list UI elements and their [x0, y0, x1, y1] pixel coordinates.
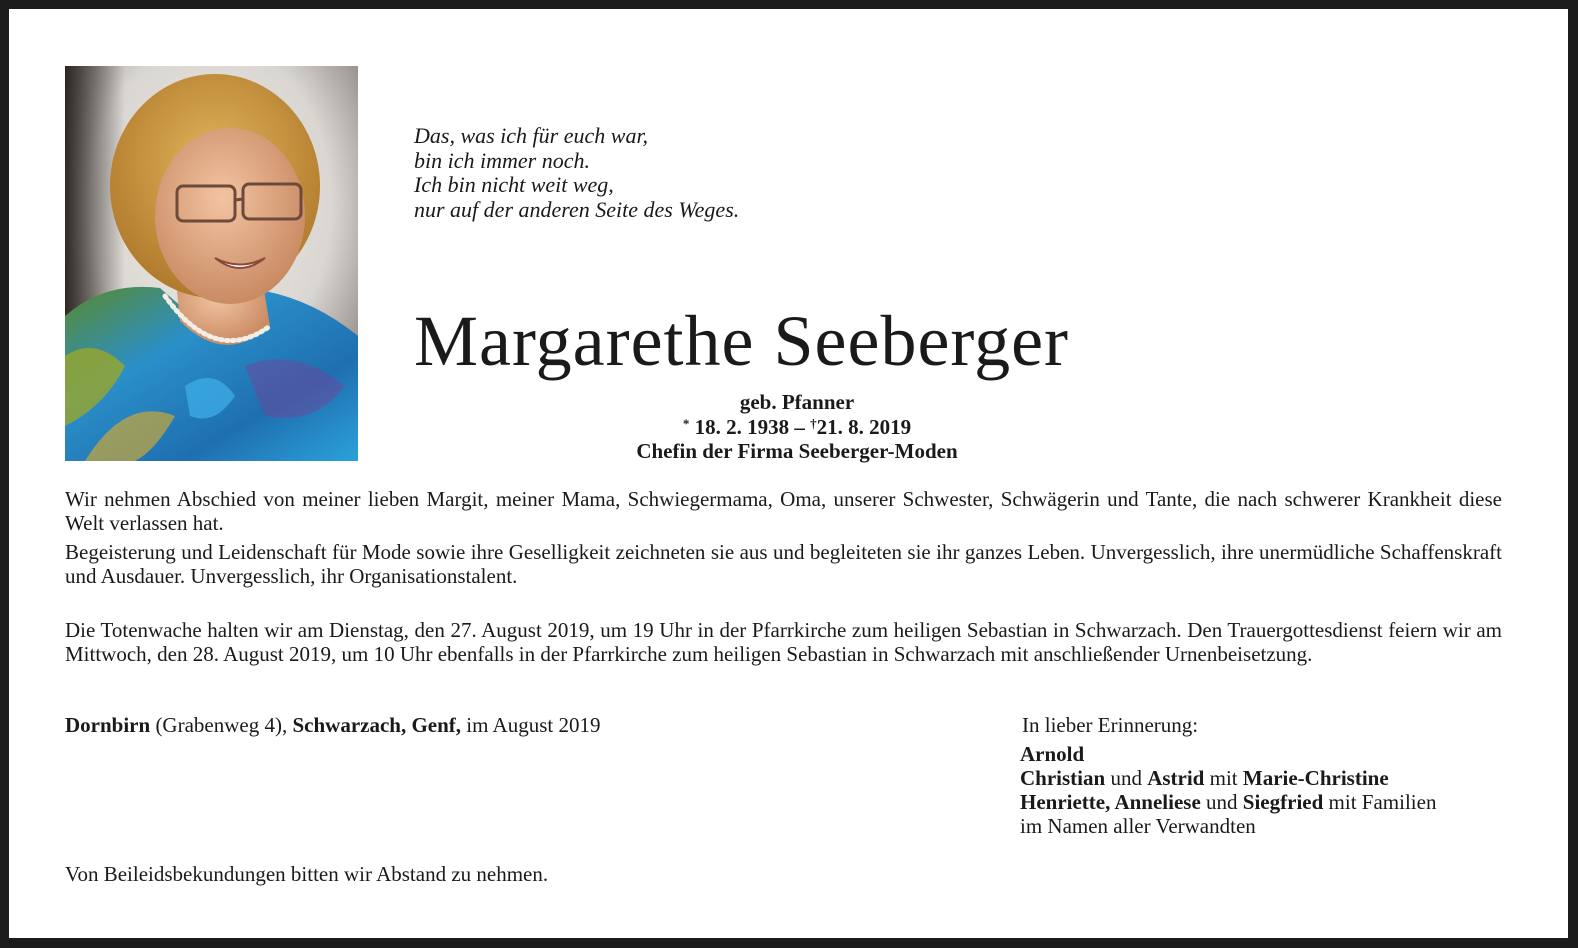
mourner-line — [1020, 742, 1436, 766]
deceased-details — [414, 390, 1180, 464]
farewell-paragraph: Wir nehmen Abschied von meiner lieben Margit, meiner Mama, Schwiegermama, Oma, unserer Schwester, Schwägerin und Tante, die nach schwerer Krankheit diese Welt verlassen hat. — [65, 487, 1502, 535]
life-dates — [414, 415, 1180, 440]
mourner-name: Marie-Christine — [1242, 766, 1389, 790]
connector-text: mit — [1204, 766, 1243, 790]
date-dash: – — [794, 414, 805, 439]
mourner-line — [1020, 766, 1436, 790]
deceased-role: Chefin der Firma Seeberger-Moden — [636, 439, 958, 463]
closing-note: Von Beileidsbekundungen bitten wir Abstand zu nehmen. — [65, 862, 549, 886]
died-date: 21. 8. 2019 — [816, 414, 912, 439]
place-and-date — [65, 712, 600, 738]
born-date: 18. 2. 1938 — [694, 414, 790, 439]
place-address: (Grabenweg 4), — [150, 713, 293, 737]
memory-label: In lieber Erinnerung: — [1022, 713, 1199, 737]
mourner-name: Henriette, Anneliese — [1020, 790, 1201, 814]
place-city-1: Dornbirn — [65, 713, 151, 737]
deceased-name: Margarethe Seeberger — [414, 301, 1070, 381]
connector-text: und — [1105, 766, 1148, 790]
quote-line: bin ich immer noch. — [414, 147, 590, 173]
mourner-name: Siegfried — [1242, 790, 1324, 814]
quote-line: nur auf der anderen Seite des Weges. — [414, 196, 740, 222]
died-mark: † — [810, 415, 817, 431]
mourner-line: im Namen aller Verwandten — [1020, 814, 1256, 838]
quote-line: Das, was ich für euch war, — [414, 123, 649, 148]
mourner-name: Astrid — [1147, 766, 1205, 790]
memorial-quote — [414, 124, 739, 222]
born-mark: * — [682, 415, 690, 431]
place-city-2: Schwarzach, Genf, — [292, 713, 462, 737]
connector-text: und — [1200, 790, 1243, 814]
portrait-photo — [65, 66, 358, 461]
connector-text: mit Familien — [1323, 790, 1437, 814]
service-paragraph: Die Totenwache halten wir am Dienstag, den 27. August 2019, um 19 Uhr in der Pfarrkirche zum heiligen Sebastian in Schwarzach. Den Trauergottesdienst feiern wir am Mittwoch, den 28. August 2019, um 10 Uhr ebenfalls in der Pfarrkirche zum heiligen Sebastian in Schwarzach mit anschließender Urnenbeisetzung. — [65, 618, 1502, 666]
mourners-list — [1020, 742, 1436, 838]
place-date: im August 2019 — [461, 713, 601, 737]
mourner-name: Christian — [1020, 766, 1106, 790]
mourner-name: Arnold — [1020, 742, 1085, 766]
tribute-paragraph: Begeisterung und Leidenschaft für Mode sowie ihre Geselligkeit zeichneten sie aus und begleiteten sie ihr ganzes Leben. Unvergesslich, ihre unermüdliche Schaffenskraft und Ausdauer. Unvergesslich, ihr Organisationstalent. — [65, 540, 1502, 588]
birth-name: geb. Pfanner — [739, 390, 855, 414]
quote-line: Ich bin nicht weit weg, — [414, 172, 614, 197]
mourner-line — [1020, 790, 1436, 814]
